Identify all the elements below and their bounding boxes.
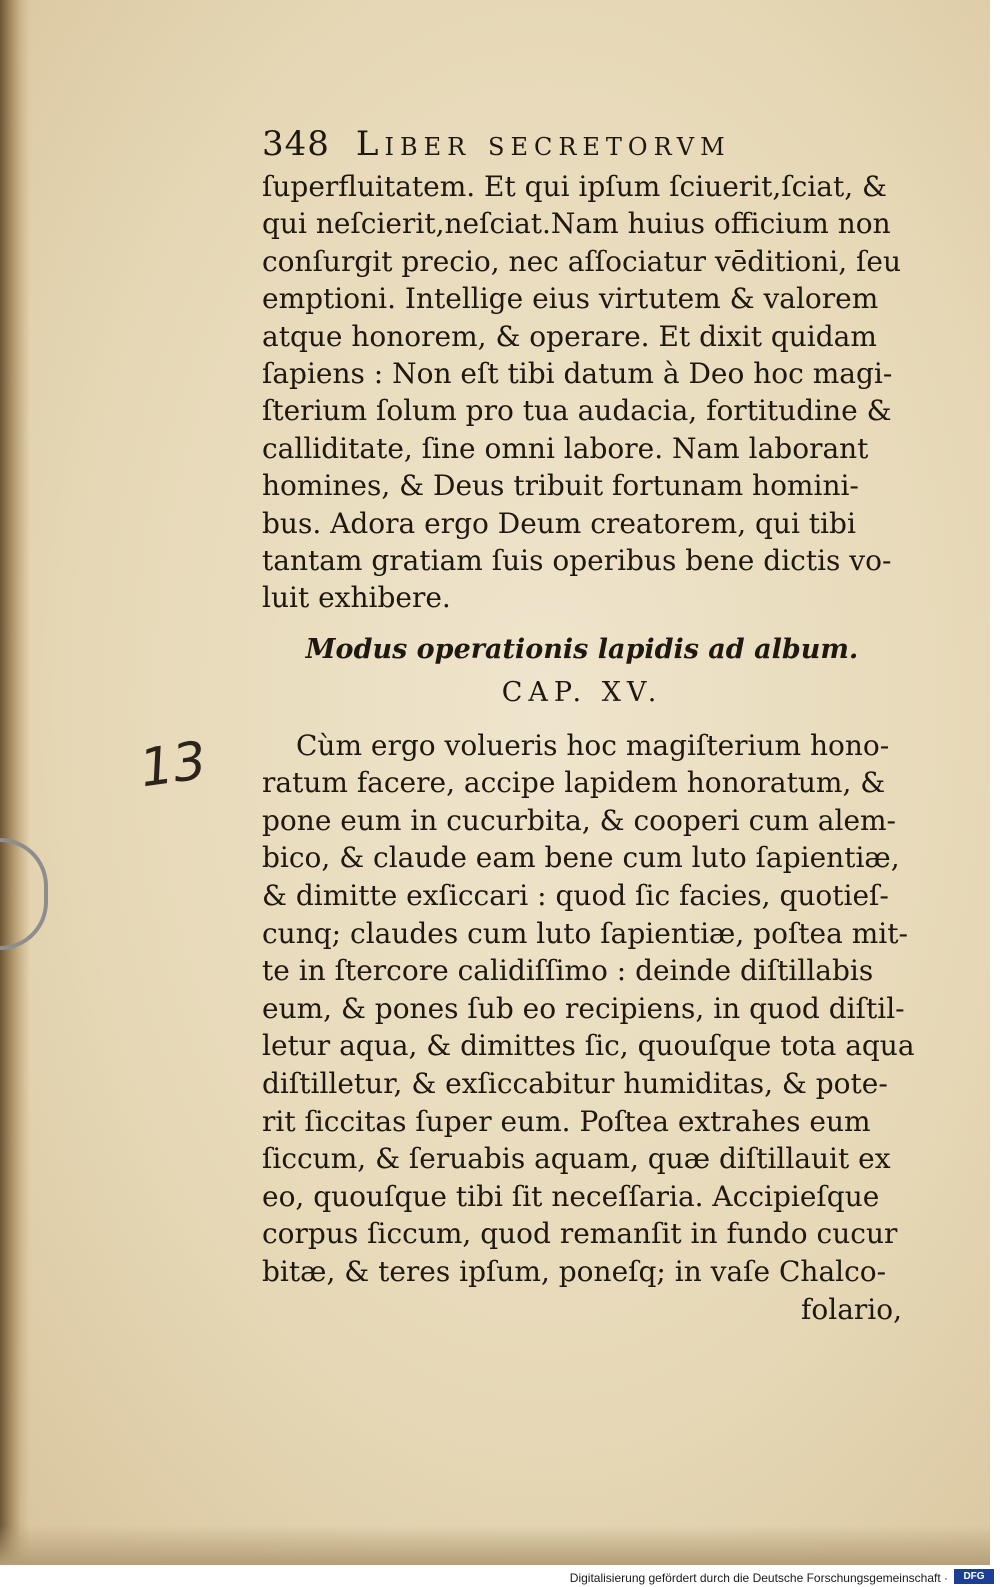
page-clip — [0, 838, 48, 950]
paragraph-1 — [262, 168, 902, 617]
text-line: bitæ, & teres ipſum, poneſq; in vaſe Chalco- — [262, 1255, 887, 1288]
text-line: corpus ſiccum, quod remanſit in fundo cucur — [262, 1217, 898, 1251]
running-title: Liber secretorvm — [355, 124, 731, 164]
funding-credit: Digitalisierung gefördert durch die Deutsche Forschungsgemeinschaft · — [569, 1571, 948, 1585]
catchword: folario, — [801, 1292, 902, 1326]
text-line: & dimitte exſiccari : quod ſic facies, quotieſ- — [262, 879, 889, 913]
margin-note: 13 — [136, 730, 211, 800]
text-line: eo, quouſque tibi ſit neceſſaria. Accipieſque — [262, 1179, 880, 1213]
chapter-heading: Modus operationis lapidis ad album. — [305, 633, 859, 665]
text-line: emptioni. Intellige eius virtutem & valorem — [262, 282, 879, 316]
text-line: ſterium ſolum pro tua audacia, fortitudine & — [262, 394, 892, 428]
chapter-number: CAP. XV. — [501, 676, 663, 708]
text-line: ratum facere, accipe lapidem honoratum, & — [262, 766, 886, 800]
text-line: luit exhibere. — [262, 581, 451, 615]
text-line: letur aqua, & dimittes ſic, quouſque tota aqua — [262, 1029, 915, 1063]
text-line: ſiccum, & ſeruabis aquam, quæ diſtillauit ex — [262, 1142, 891, 1176]
text-line: bico, & claude eam bene cum luto ſapientiæ, — [262, 841, 900, 875]
page-edge-left — [0, 0, 30, 1565]
text-line: cunq; claudes cum luto ſapientiæ, poſtea mit- — [262, 916, 908, 950]
text-line: homines, & Deus tribuit fortunam homini- — [262, 469, 859, 503]
paragraph-2 — [262, 727, 915, 1291]
text-block — [262, 120, 915, 1329]
text-line: tantam gratiam ſuis operibus bene dictis vo- — [262, 543, 892, 577]
text-line: rit ſiccitas ſuper eum. Poſtea extrahes eum — [262, 1104, 871, 1138]
text-line: ſapiens : Non eſt tibi datum à Deo hoc magi- — [262, 356, 893, 390]
text-line: conſurgit precio, nec aſſociatur vēditioni, ſeu — [262, 244, 902, 278]
page-number: 348 — [262, 124, 330, 164]
text-line: qui neſcierit,neſciat.Nam huius officium non — [262, 207, 891, 241]
text-line: atque honorem, & operare. Et dixit quidam — [262, 319, 877, 353]
dfg-logo-icon: DFG — [954, 1569, 994, 1584]
text-line: ſuperfluitatem. Et qui ipſum ſciuerit,ſciat, & — [262, 170, 887, 203]
running-head — [262, 120, 902, 168]
footer-bar — [0, 1565, 1000, 1587]
text-line: te in ſtercore calidiſſimo : deinde diſtillabis — [262, 954, 874, 988]
text-line: eum, & pones ſub eo recipiens, in quod diſtil- — [262, 991, 905, 1025]
text-line: Cùm ergo volueris hoc magiſterium hono- — [296, 728, 890, 762]
text-line: calliditate, ſine omni labore. Nam laborant — [262, 431, 869, 465]
text-line: bus. Adora ergo Deum creatorem, qui tibi — [262, 506, 856, 540]
text-line: pone eum in cucurbita, & cooperi cum alem- — [262, 803, 897, 837]
page-edge-bottom — [0, 1525, 990, 1565]
text-line: diſtilletur, & exſiccabitur humiditas, & pote- — [262, 1067, 888, 1101]
